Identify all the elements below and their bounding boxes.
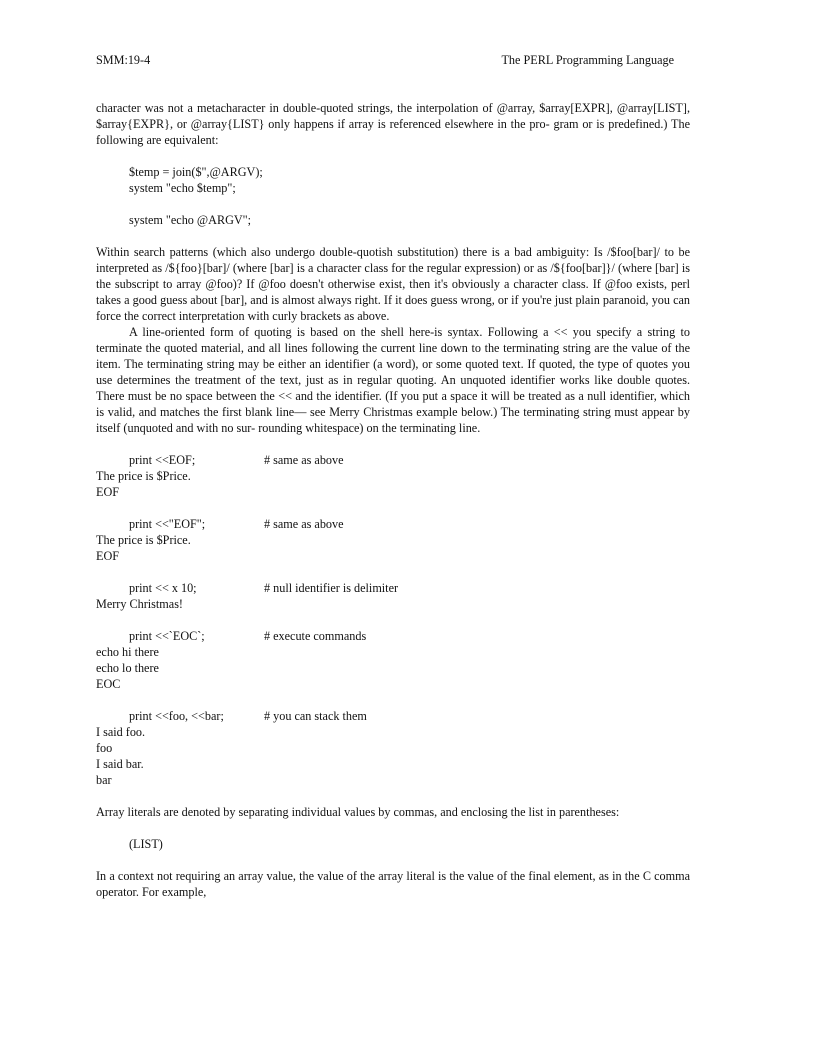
paragraph-line: Merry Christmas example below.) The terminating string must appear by itself (unquoted and with no sur- xyxy=(96,405,690,435)
code-comment: # you can stack them xyxy=(264,709,367,723)
paragraph-line: Array literals are denoted by separating individual values by commas, and enclosing the list in parentheses: xyxy=(96,805,620,819)
paragraph-line: obviously a character class. If @foo exists, perl takes a good guess about [bar], and is almost always right. xyxy=(96,277,690,307)
code-body-line: EOF xyxy=(96,549,120,563)
code-comment: # same as above xyxy=(264,453,344,467)
code-body-line: foo xyxy=(96,741,113,755)
code-body-line: EOF xyxy=(96,485,120,499)
code-statement: print <<"EOF"; xyxy=(129,517,206,531)
code-statement: print <<EOF; xyxy=(129,453,196,467)
search-patterns-paragraph xyxy=(96,244,690,324)
paragraph-line: brackets as above. xyxy=(300,309,390,323)
code-statement: print << x 10; xyxy=(129,581,197,595)
intro-line: character was not a metacharacter in double-quoted strings, the interpolation of @array, $array[EXPR], xyxy=(96,101,617,115)
here-doc-paragraph xyxy=(96,324,690,436)
code-line: system "echo @ARGV"; xyxy=(129,213,252,227)
intro-paragraph xyxy=(96,100,690,148)
code-line: (LIST) xyxy=(129,837,163,851)
paragraph-line: Within search patterns (which also undergo double-quotish substitution) there is a bad ambiguity: Is xyxy=(96,245,608,259)
paragraph-line: An unquoted identifier works like double quotes. There must be no space between the << and the identifier. xyxy=(96,373,690,403)
code-body-line: I said bar. xyxy=(96,757,144,771)
code-body-line: EOC xyxy=(96,677,121,691)
code-body-line: I said foo. xyxy=(96,725,146,739)
paragraph-line: as /${foo[bar]}/ (where [bar] is the subscript to array @foo)? If @foo doesn't otherwise exist, then it's xyxy=(96,261,690,291)
paragraph-line: In a context not requiring an array value, the value of the array literal is the value of the final element, as in xyxy=(96,869,625,883)
header-page-number: SMM:19-4 xyxy=(96,53,151,67)
context-paragraph xyxy=(96,868,690,900)
running-header xyxy=(96,52,674,68)
code-body-line: The price is $Price. xyxy=(96,533,191,547)
paragraph-line: text. If quoted, the type of quotes you use determines the treatment of the text, just as in regular quoting. xyxy=(96,357,690,387)
paragraph-line: (If you put a space it will be treated as a null identifier, which is valid, and matches the first blank line— see xyxy=(96,389,691,419)
paragraph-line: the C comma operator. For example, xyxy=(96,869,691,899)
code-example-statement xyxy=(96,516,690,532)
paragraph-line: string are the value of the item. The terminating string may be either an identifier (a word), or some quoted xyxy=(96,341,690,371)
paragraph-line: If it does guess wrong, or if you're just plain paranoid, you can force the correct interpretation with curly xyxy=(96,293,690,323)
code-body-line: bar xyxy=(96,773,112,787)
paragraph-line: /$foo[bar]/ to be interpreted as /${foo}[bar]/ (where [bar] is a character class for the regular expression) or xyxy=(96,245,690,275)
code-example-statement xyxy=(96,580,690,596)
code-body-line: Merry Christmas! xyxy=(96,597,183,611)
code-example-statement xyxy=(96,452,690,468)
header-title: The PERL Programming Language xyxy=(501,53,674,67)
code-line: $temp = join($",@ARGV); xyxy=(129,165,263,179)
intro-line: gram or is predefined.) The following are equivalent: xyxy=(96,117,690,147)
paragraph-line: string to terminate the quoted material, and all lines following the current line down to the terminating xyxy=(96,325,690,355)
code-comment: # execute commands xyxy=(264,629,367,643)
code-body-line: The price is $Price. xyxy=(96,469,191,483)
code-example-statement xyxy=(96,708,690,724)
code-body-line: echo hi there xyxy=(96,645,159,659)
array-literals-paragraph xyxy=(96,804,690,820)
code-comment: # null identifier is delimiter xyxy=(264,581,399,595)
code-line: system "echo $temp"; xyxy=(129,181,236,195)
code-comment: # same as above xyxy=(264,517,344,531)
intro-line: @array[LIST], $array{EXPR}, or @array{LIST} only happens if array is referenced elsewhere in the pro- xyxy=(96,101,690,131)
page-body xyxy=(96,100,690,900)
code-statement: print <<foo, <<bar; xyxy=(129,709,224,723)
code-body-line: echo lo there xyxy=(96,661,159,675)
paragraph-line: A line-oriented form of quoting is based on the shell here-is syntax. Following a << you specify a xyxy=(129,325,648,339)
code-statement: print <<`EOC`; xyxy=(129,629,205,643)
paragraph-line: rounding whitespace) on the terminating line. xyxy=(258,421,481,435)
code-example-statement xyxy=(96,628,690,644)
